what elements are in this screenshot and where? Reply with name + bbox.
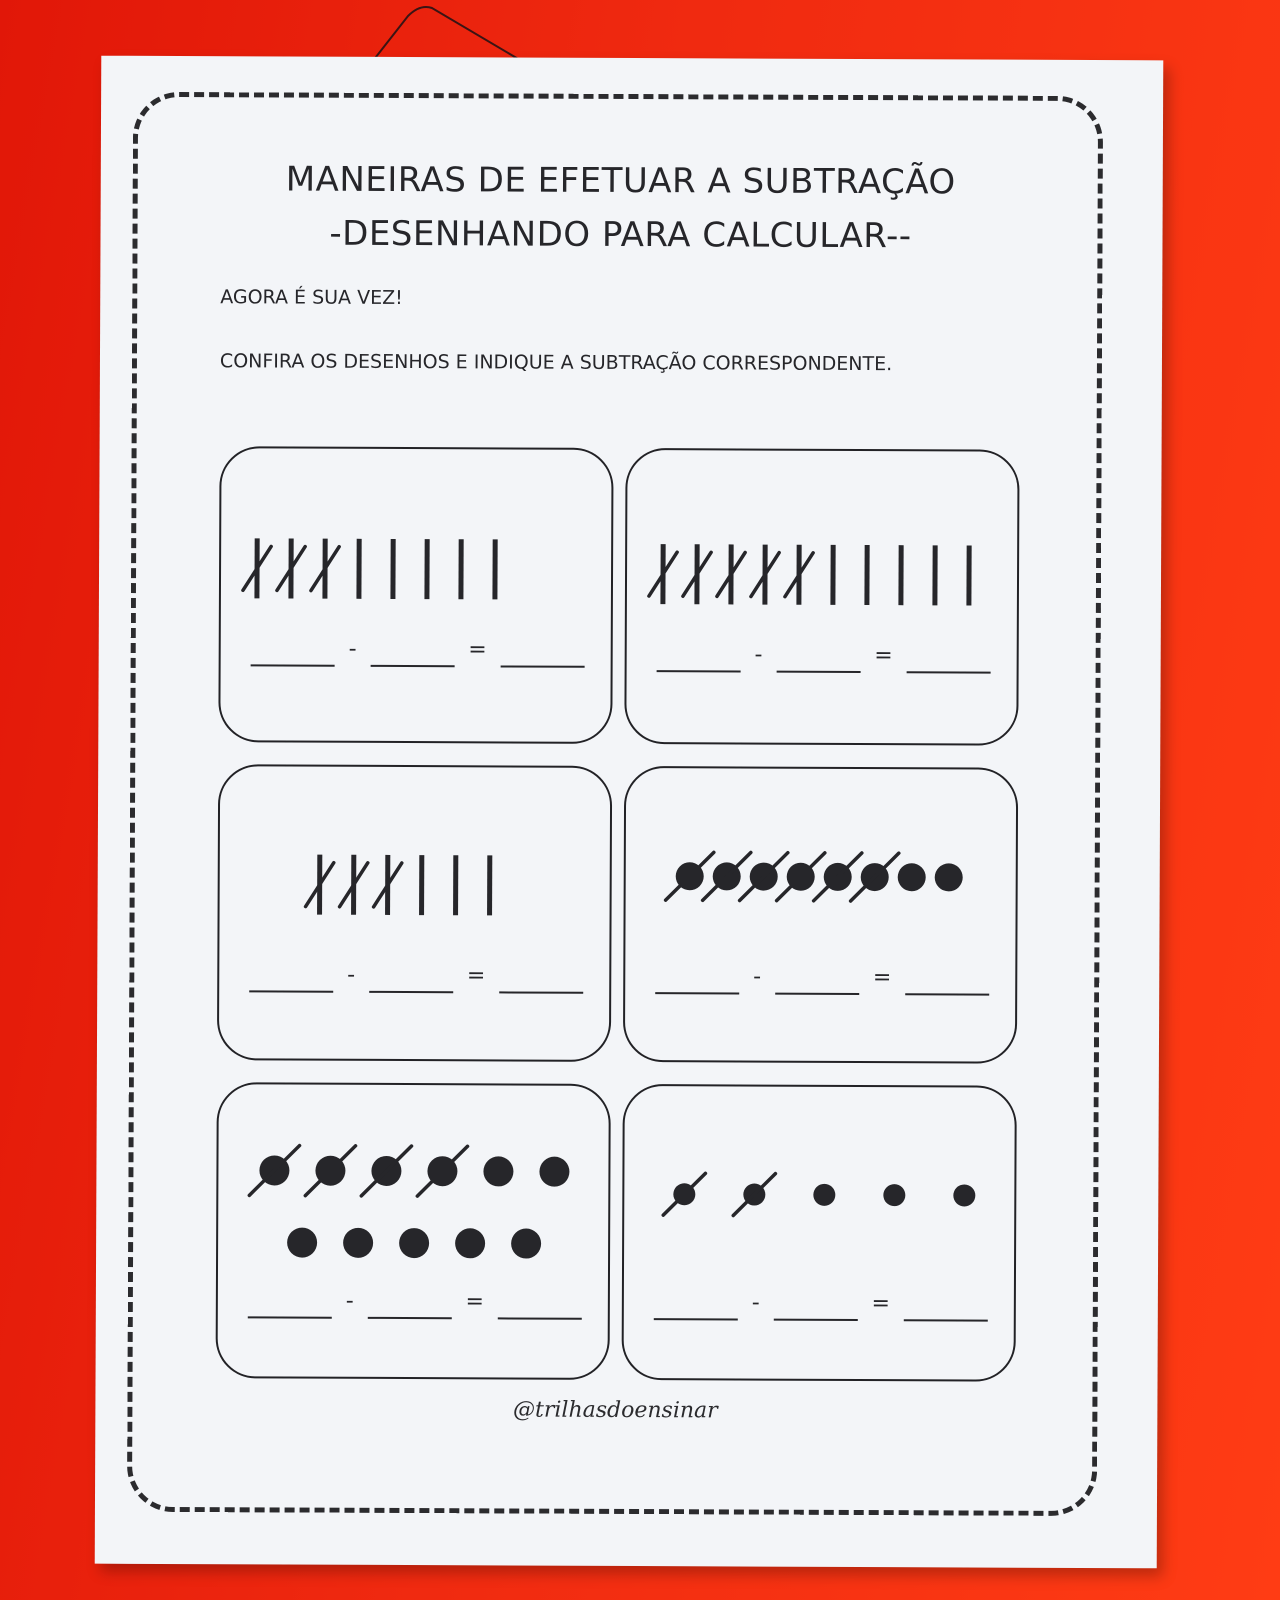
cross-out-stroke [740,852,788,900]
answer-blank[interactable] [774,1319,858,1321]
minus-sign: - [345,1288,354,1314]
answer-blank[interactable] [775,993,859,995]
answer-blank[interactable] [248,1316,332,1318]
cross-out-stroke [703,852,751,900]
instruction-1: AGORA É SUA VEZ! [220,286,403,310]
answer-blank[interactable] [904,1319,988,1321]
cross-out-stroke [417,1146,467,1196]
cross-out-stroke [663,1173,705,1215]
equals-sign: = [874,643,893,669]
equals-sign: = [468,637,487,663]
cross-out-stroke [666,852,714,900]
exercise-card-5 [216,1082,611,1380]
equals-sign: = [872,965,892,991]
dot [287,1228,317,1258]
dot [399,1228,429,1258]
equation-row [655,966,989,995]
answer-blank[interactable] [501,665,585,667]
equals-sign: = [466,963,486,989]
equation-row [657,644,991,673]
answer-blank[interactable] [657,670,741,672]
minus-sign: - [347,962,356,988]
card-drawing [625,768,1020,1066]
answer-blank[interactable] [499,991,583,993]
answer-blank[interactable] [251,664,335,666]
author-watermark: @trilhasdoensinar [513,1397,718,1424]
answer-blank[interactable] [369,991,453,993]
equals-sign: = [871,1291,890,1317]
worksheet-paper [95,56,1164,1569]
cross-out-stroke [361,1146,411,1196]
minus-sign: - [348,636,357,662]
dot [935,863,963,891]
answer-blank[interactable] [654,1318,738,1320]
card-drawing [219,766,614,1064]
minus-sign: - [753,964,762,990]
cross-out-stroke [851,853,899,901]
equation-row [248,1290,582,1319]
cross-out-stroke [777,853,825,901]
equation-row [654,1292,988,1321]
title-line-2: -DESENHANDO PARA CALCULAR-- [329,213,912,257]
dot [883,1184,905,1206]
exercise-card-4 [623,766,1018,1064]
dot [455,1228,485,1258]
worksheet-title [100,152,1140,265]
equals-sign: = [465,1289,484,1315]
equation-row [251,638,585,667]
answer-blank[interactable] [368,1317,452,1319]
dot [483,1156,513,1186]
cross-out-stroke [249,1145,299,1195]
equation-row [249,964,583,993]
card-drawing [218,1084,613,1382]
answer-blank[interactable] [498,1317,582,1319]
dot [511,1228,541,1258]
answer-blank[interactable] [776,671,860,673]
answer-blank[interactable] [907,671,991,673]
answer-blank[interactable] [370,665,454,667]
answer-blank[interactable] [249,990,333,992]
dot [898,863,926,891]
cross-out-stroke [305,1146,355,1196]
answer-blank[interactable] [655,992,739,994]
card-drawing [624,1086,1019,1384]
minus-sign: - [754,642,763,668]
exercise-card-3 [217,764,612,1062]
title-line-1: MANEIRAS DE EFETUAR A SUBTRAÇÃO [285,159,956,203]
card-drawing [220,448,615,746]
cross-out-stroke [814,853,862,901]
dot [539,1157,569,1187]
answer-blank[interactable] [905,993,989,995]
minus-sign: - [751,1290,760,1316]
dot [343,1228,373,1258]
cross-out-stroke [733,1173,775,1215]
exercise-card-6 [622,1084,1017,1382]
exercise-card-1 [218,446,613,744]
instruction-2: CONFIRA OS DESENHOS E INDIQUE A SUBTRAÇÃO CORRESPONDENTE. [219,350,893,376]
card-drawing [626,450,1021,748]
exercise-card-2 [624,448,1019,746]
dot [953,1184,975,1206]
dot [813,1184,835,1206]
